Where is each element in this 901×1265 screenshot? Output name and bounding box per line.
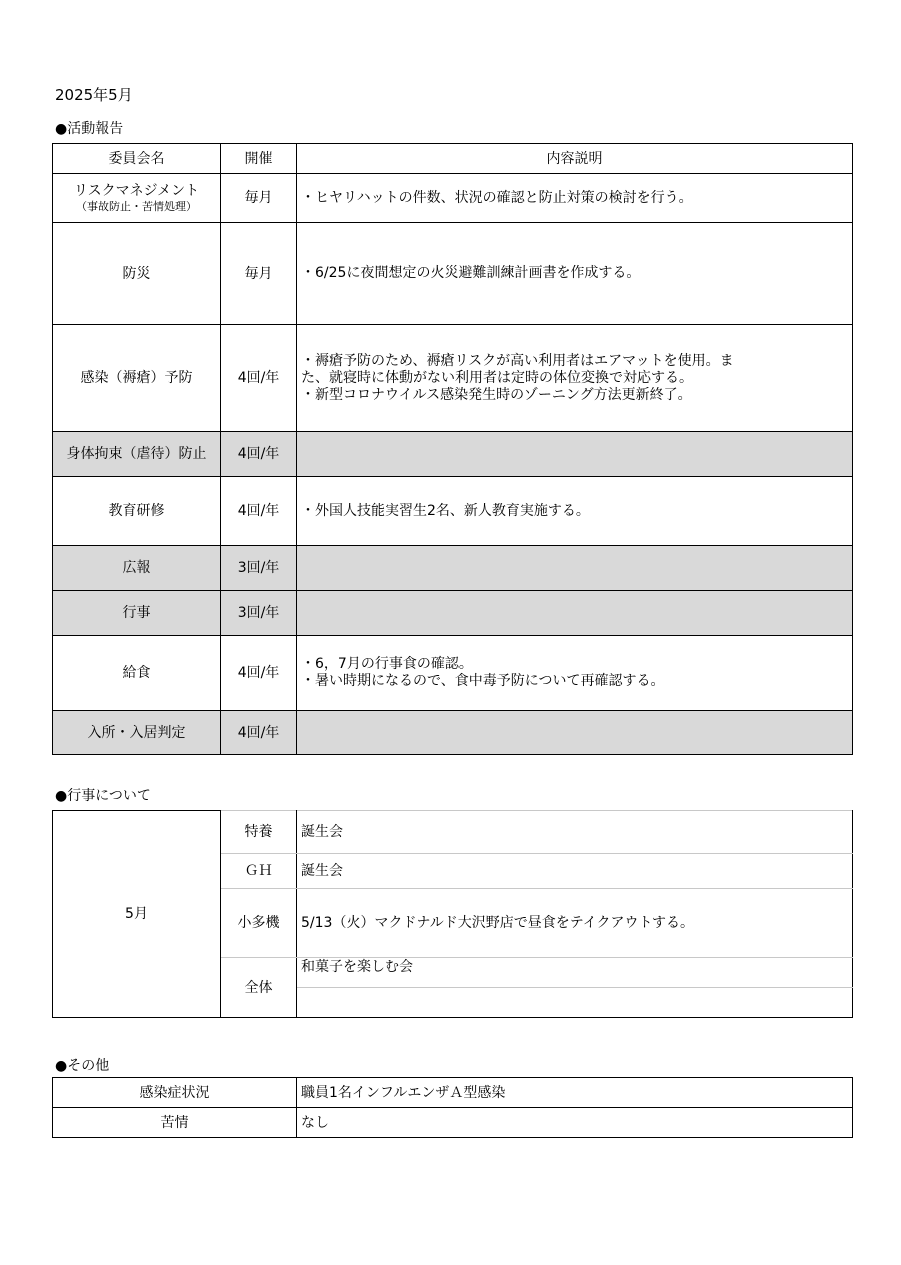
event-month-cell: 5月 — [53, 811, 221, 1018]
description-cell — [297, 432, 853, 477]
column-header-description: 内容説明 — [297, 144, 853, 174]
committee-subname: （事故防止・苦情処理） — [76, 200, 197, 213]
event-content-cell: 誕生会 — [297, 854, 853, 889]
table-row — [53, 432, 853, 477]
table-row — [53, 1108, 853, 1138]
committee-name-cell: 給食 — [53, 636, 221, 711]
event-place-cell: 小多機 — [221, 889, 297, 958]
frequency-cell: 4回/年 — [221, 432, 297, 477]
other-value-cell: なし — [297, 1108, 853, 1138]
description-line: ・新型コロナウイルス感染発生時のゾーニング方法更新終了。 — [301, 386, 692, 403]
event-place-cell: 全体 — [221, 958, 297, 1018]
other-label-cell: 感染症状況 — [53, 1078, 297, 1108]
description-cell — [297, 223, 853, 325]
frequency-cell: 4回/年 — [221, 325, 297, 432]
description-cell — [297, 477, 853, 546]
column-header-committee: 委員会名 — [53, 144, 221, 174]
table-row — [53, 223, 853, 325]
event-place-cell: ＧＨ — [221, 854, 297, 889]
event-content-cell: 和菓子を楽しむ会 — [297, 958, 853, 988]
frequency-cell: 3回/年 — [221, 546, 297, 591]
description-cell — [297, 711, 853, 755]
description-line: ・6/25に夜間想定の火災避難訓練計画書を作成する。 — [301, 265, 641, 281]
table-row — [53, 174, 853, 223]
description-cell — [297, 325, 853, 432]
description-line: ・ヒヤリハットの件数、状況の確認と防止対策の検討を行う。 — [301, 189, 693, 206]
committee-name-cell: 身体拘束（虐待）防止 — [53, 432, 221, 477]
event-content-empty-cell — [297, 988, 853, 1018]
description-line: た、就寝時に体動がない利用者は定時の体位変換で対応する。 — [301, 369, 693, 386]
committee-name-cell: 教育研修 — [53, 477, 221, 546]
committee-name-cell: 行事 — [53, 591, 221, 636]
other-value-cell: 職員1名インフルエンザＡ型感染 — [297, 1078, 853, 1108]
frequency-cell: 4回/年 — [221, 711, 297, 755]
table-row — [53, 1078, 853, 1108]
committee-name-cell — [53, 174, 221, 223]
section-title-other: ●その他 — [55, 1058, 110, 1074]
table-row — [53, 477, 853, 546]
description-cell — [297, 636, 853, 711]
committee-name-cell: 入所・入居判定 — [53, 711, 221, 755]
frequency-cell: 毎月 — [221, 223, 297, 325]
frequency-cell: 4回/年 — [221, 636, 297, 711]
events-table — [52, 810, 853, 1018]
description-line: ・6，7月の行事食の確認。 — [301, 656, 473, 672]
committee-name-cell: 広報 — [53, 546, 221, 591]
frequency-cell: 3回/年 — [221, 591, 297, 636]
table-row — [53, 591, 853, 636]
description-line: ・暑い時期になるので、食中毒予防について再確認する。 — [301, 673, 665, 689]
column-header-frequency: 開催 — [221, 144, 297, 174]
committee-name-cell: 感染（褥瘡）予防 — [53, 325, 221, 432]
table-row — [53, 546, 853, 591]
other-label-cell: 苦情 — [53, 1108, 297, 1138]
event-place-cell: 特養 — [221, 811, 297, 854]
description-line: ・外国人技能実習生2名、新人教育実施する。 — [301, 502, 590, 519]
table-row — [53, 811, 853, 854]
table-row — [53, 636, 853, 711]
document-date: 2025年5月 — [55, 86, 133, 104]
event-content-cell: 5/13（火）マクドナルド大沢野店で昼食をテイクアウトする。 — [297, 889, 853, 958]
committee-name: リスクマネジメント — [73, 183, 200, 199]
other-table — [52, 1077, 853, 1138]
description-cell — [297, 546, 853, 591]
frequency-cell: 毎月 — [221, 174, 297, 223]
description-line: ・褥瘡予防のため、褥瘡リスクが高い利用者はエアマットを使用。ま — [301, 352, 734, 369]
section-title-activity: ●活動報告 — [55, 121, 124, 137]
committee-name-cell: 防災 — [53, 223, 221, 325]
section-title-events: ●行事について — [55, 788, 151, 804]
description-cell — [297, 591, 853, 636]
frequency-cell: 4回/年 — [221, 477, 297, 546]
description-cell — [297, 174, 853, 223]
event-content-cell: 誕生会 — [297, 811, 853, 854]
table-row — [53, 325, 853, 432]
activity-header-row — [53, 144, 853, 174]
table-row — [53, 711, 853, 755]
activity-table — [52, 143, 853, 755]
